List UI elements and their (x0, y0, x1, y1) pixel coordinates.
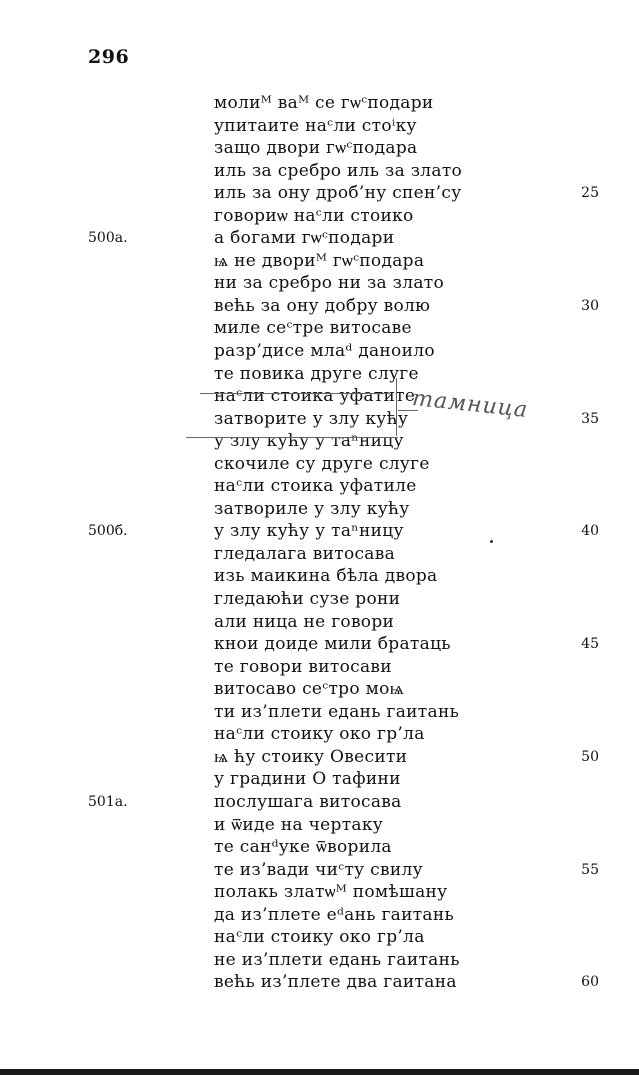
verse-line: скочиле су друге слуге (214, 453, 430, 474)
verse-line: наᶜли стоика уфатите (214, 386, 416, 407)
verse-line: упитаите наᶜли стоⁱку (214, 115, 417, 136)
verse-line: миле сеᶜтре витосаве (214, 318, 412, 339)
verse-line: а богами гѡᶜподари (214, 228, 395, 249)
verse-line: већь из’плете два гаитана (214, 972, 457, 993)
verse-line: гледаюћи сузе рони (214, 589, 401, 610)
verse-line: защо двори гѡᶜподара (214, 138, 418, 159)
verse-line: да из’плете еᵈань гаитань (214, 904, 455, 925)
verse-line: и ѿиде на чертаку (214, 814, 384, 835)
verse-line-number: 50 (581, 748, 599, 765)
manuscript-folio-label: 500a. (88, 230, 128, 247)
verse-line: не из’плети едань гаитань (214, 949, 460, 970)
verse-line-number: 40 (581, 523, 599, 540)
verse-line: ти из’плети едань гаитань (214, 701, 460, 722)
verse-line: те из’вади чиᶜту свилу (214, 859, 423, 880)
verse-line: те санᵈуке ѿворила (214, 837, 392, 858)
verse-line: наᶜли стоику око гр’ла (214, 927, 425, 948)
manuscript-folio-label: 500б. (88, 523, 128, 540)
verse-line: те говори витосави (214, 656, 392, 677)
handwritten-bracket-bottom (186, 437, 398, 438)
verse-line-number: 55 (581, 861, 599, 878)
verse-line: затвориле у злу кућу (214, 498, 410, 519)
manuscript-folio-label: 501a. (88, 794, 128, 811)
verse-line: иль за ону дроб’ну спен’су (214, 183, 462, 204)
page-bottom-edge (0, 1069, 639, 1075)
verse-line: наᶜли стоику око гр’ла (214, 724, 425, 745)
verse-line: гледалага витосава (214, 543, 396, 564)
verse-line-number: 30 (581, 297, 599, 314)
verse-line: послушага витосава (214, 791, 402, 812)
verse-line-number: 60 (581, 974, 599, 991)
handwritten-bracket-vertical (396, 378, 397, 436)
verse-line: полакь златѡᴹ помѣшану (214, 882, 448, 903)
verse-line: али ница не говори (214, 611, 395, 632)
page-number: 296 (88, 46, 130, 68)
handwritten-annotation: тамница (411, 385, 530, 424)
verse-line: витосаво сеᶜтро моѩ (214, 679, 405, 700)
verse-line-number: 35 (581, 410, 599, 427)
verse-line: те повика друге слуге (214, 363, 419, 384)
verse-line: молиᴹ ваᴹ се гѡᶜподари (214, 93, 434, 113)
verse-line: говориѡ наᶜли стоико (214, 205, 414, 226)
verse-line: ѩ ћу стоику Овесити (214, 746, 408, 767)
verse-line: затворите у злу кућу (214, 408, 409, 429)
verse-line-number: 25 (581, 185, 599, 202)
verse-line: иль за сребро иль за злато (214, 160, 463, 181)
verse-line: изь маикина бѣла двора (214, 566, 438, 587)
verse-line: наᶜли стоика уфатиле (214, 476, 417, 497)
verse-line: разр’дисе млаᵈ даноило (214, 341, 435, 362)
verse-line-number: 45 (581, 636, 599, 653)
verse-line: у злу кућу у таⁿницу (214, 431, 404, 452)
verse-line: кнои доиде мили братаць (214, 634, 451, 655)
verse-line: ни за сребро ни за злато (214, 273, 445, 294)
handwritten-bracket-top (200, 393, 390, 394)
verse-block (214, 92, 514, 994)
verse-line: у злу кућу у таⁿницу (214, 521, 404, 542)
verse-line: већь за ону добру волю (214, 295, 431, 316)
verse-line: ѩ не двориᴹ гѡᶜподара (214, 250, 425, 271)
verse-line: у градини О тафини (214, 769, 401, 790)
ink-speck (490, 540, 493, 543)
